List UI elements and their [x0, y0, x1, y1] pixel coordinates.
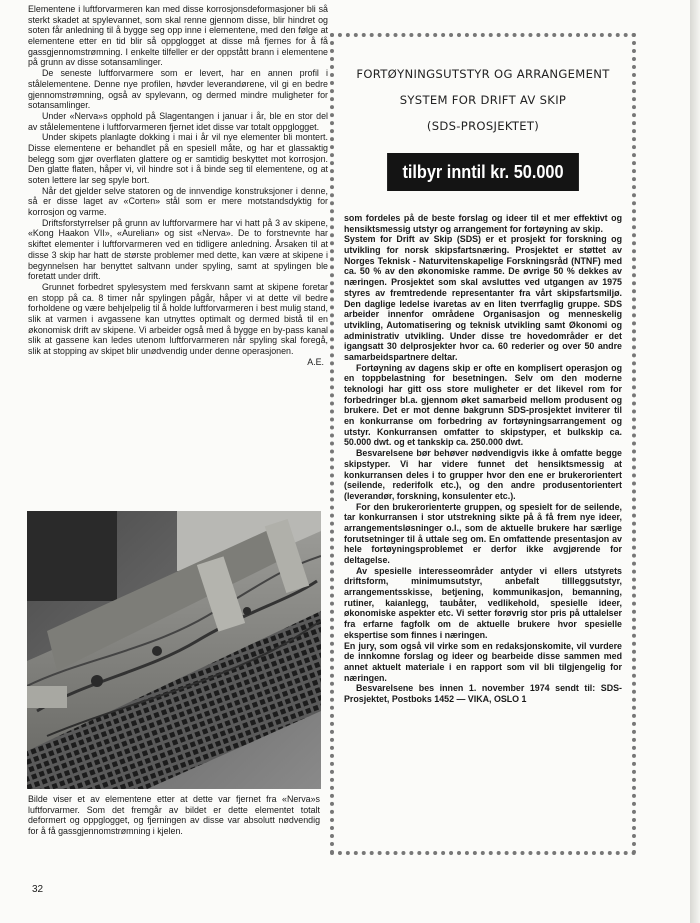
announcement-paragraph: Fortøyning av dagens skip er ofte en komplisert operasjon og en toppbelastning for besetningen. Selv om den moderne teknologi har gitt oss store muligheter er det likevel rom for forbedringer bl.a. gjennom øket samarbeid mellom produsent og brukere. Det er mot denne bakgrunn SDS-prosjektet inviterer til en konkurranse om forbedring av fortøyningsarrangement og utstyr. Konkurransen omfatter to skipstyper, et bulkskip ca. 50.000 dwt. og et tankskip ca. 250.000 dwt.	[344, 362, 622, 448]
article-photo	[27, 511, 321, 789]
article-paragraph: De seneste luftforvarmere som er levert, har en annen profil i stålelementene. Denne nye profilen, høvder leverandørene, vil gi en bedre gjennomstrømning, også av spylevann, og dermed mindre muligheter for sotansamlinger.	[28, 68, 328, 111]
article-signature: A.E.	[307, 356, 324, 367]
article-paragraph: Driftsforstyrrelser på grunn av luftforvarmere har vi hatt på 3 av skipene, «Kong Haakon VII», «Aurelian» og sist «Nerva». De to forstnevnte har skiftet elementer i luftforvarmeren ved en tidligere anledning. Årsaken til at disse 3 skip har hatt de største problemer med dette, kan være at skipene i begynnelsen har benyttet saltvann under spyling, samt at spylingen ble foretatt under drift.	[28, 217, 328, 282]
deformed-element-photo-icon	[27, 511, 321, 789]
photo-caption: Bilde viser et av elementene etter at dette var fjernet fra «Nerva»s luftforvarmer. Som det fremgår av bildet er dette elementet totalt deformert og oppglogget, og fjerningen av disse var absolutt nødvendig for å få gassgjennomstrømning i kjelen.	[28, 794, 320, 837]
announcement-heading: FORTØYNINGSUTSTYR OG ARRANGEMENT	[356, 67, 610, 81]
article-paragraph: Grunnet forbedret spylesystem med ferskvann samt at skipene foretar en stopp på ca. 8 timer når spylingen pågår, håper vi at dette vil bedre forholdene og være behjelpelig til å holde luftforvarmeren i best mulig stand, slik at varmen i avgassene kan utnyttes optimalt og dermed bistå til en økonomisk drift av skipene. Vi arbeider også med å bygge en by-pass kanal slik at gassene kan ledes utenom luftforvarmeren når spyling skal foregå, slik at stopping av skipet blir unødvendig under denne operasjonen.	[28, 281, 328, 356]
article-paragraph: Under skipets planlagte dokking i mai i år vil nye elementer bli montert. Disse elementene er behandlet på en spesiell måte, og har et glassaktig belegg som gjør overflaten glattere og er samtidig beskyttet mot korrosjon. Den glatte flaten, håper vi, vil hindre sot i å binde seg til elementene, og at soten lettere lar seg spyle bort.	[28, 132, 328, 185]
article-column	[28, 0, 328, 367]
announcement-paragraph: En jury, som også vil virke som en redaksjonskomite, vil vurdere de innkomne forslag og ideer og bearbeide disse sammen med annet aktuelt materiale i en rapport som vil bli tilgjengelig for næringen.	[344, 640, 622, 683]
article-paragraph: Elementene i luftforvarmeren kan med disse korrosjonsdeformasjoner bli så sterkt skadet at spylevannet, som skal renne gjennom disse, blir hindret og soten får anledning til å bygge seg opp inne i elementene, med den følge at elementene etter en tid blir så oppglogget at disse må fjernes for å få gassgjennomstrømning. I enkelte tilfeller er der oppstått brann i elementene på grunn av disse sotansamlinger.	[28, 4, 328, 68]
announcement-box	[330, 33, 636, 855]
announcement-body	[344, 213, 622, 705]
prize-banner: tilbyr inntil kr. 50.000	[387, 153, 579, 191]
announcement-address: Besvarelsene bes innen 1. november 1974 sendt til: SDS-Prosjektet, Postboks 1452 — VIKA, OSLO 1	[344, 683, 622, 704]
announcement-paragraph: Av spesielle interesseområder antyder vi ellers utstyrets driftsform, minimumsutstyr, anbefalt tillleggsutstyr, arrangementsskisse, betjening, kommunikasjon, bemanning, rutiner, kaianlegg, taubåter, vedlikehold, spesielle ideer, økonomiske aspekter etc. Vi setter forøvrig stor pris på uttalelser fra erfarne fagfolk om de aktuelle brukere hvor spesielle ekspertise som finnes i næringen.	[344, 565, 622, 640]
announcement-paragraph: System for Drift av Skip (SDS) er et prosjekt for forskning og utvikling for norsk skipsfartsnæring. Prosjektet er støttet av Norges Teknisk - Naturvitenskapelige Forskningsråd (NTNF) med ca. 50 % av den økonomiske ramme. De øvrige 50 % dekkes av næringen. Prosjektet som skal avsluttes ved utgangen av 1975 styres av fremtredende representanter fra vårt skipsfartsmiljø. Den daglige ledelse ivaretas av en liten tverrfaglig gruppe. SDS arbeider innenfor områdene Organisasjon og menneskelig utvikling, Automatisering og teknisk utvikling samt Økonomi og administrativ utvikling. Under disse tre hovedområder er det igangsatt 30 delprosjekter hvor ca. 60 rederier og over 50 andre samarbeidspartnere deltar.	[344, 234, 622, 362]
article-paragraph: Under «Nerva»s opphold på Slagentangen i januar i år, ble en stor del av stålelementene i luftforvarmeren fjernet idet disse var totalt oppglogget.	[28, 110, 328, 132]
article-body	[28, 0, 328, 367]
announcement-paragraph: Besvarelsene bør behøver nødvendigvis ikke å omfatte begge skipstyper. Vi har videre funnet det hensiktsmessig at konkurransen deles i to grupper hvor den ene er brukerorientert (seilende, rederifolk etc.), og den andre produsentorientert (leverandør, forskning, konsulenter etc.).	[344, 448, 622, 501]
article-paragraph: Når det gjelder selve statoren og de innvendige konstruksjoner i denne, så er disse laget av «Corten» stål som er mere motstandsdyktig for korrosjon og varme.	[28, 185, 328, 218]
announcement-paragraph: som fordeles på de beste forslag og ideer til et mer effektivt og hensiktsmessig utstyr og arrangement for fortøyning av skip.	[344, 213, 622, 234]
announcement-paragraph: For den brukerorienterte gruppen, og spesielt for de seilende, tar konkurransen i stor utstrekning sikte på å få frem nye ideer, arrangementsløsninger o.l., som de aktuelle brukere har særlige forutsetninger til å uttale seg om. En omfattende presentasjon av hele fortøyningsproblemet er derfor ikke avgjørende for deltagelse.	[344, 501, 622, 565]
announcement-subheading: SYSTEM FOR DRIFT AV SKIP	[399, 93, 567, 107]
announcement-project: (SDS-PROSJEKTET)	[426, 119, 540, 133]
page-edge	[690, 0, 700, 923]
page-number: 32	[32, 884, 44, 895]
